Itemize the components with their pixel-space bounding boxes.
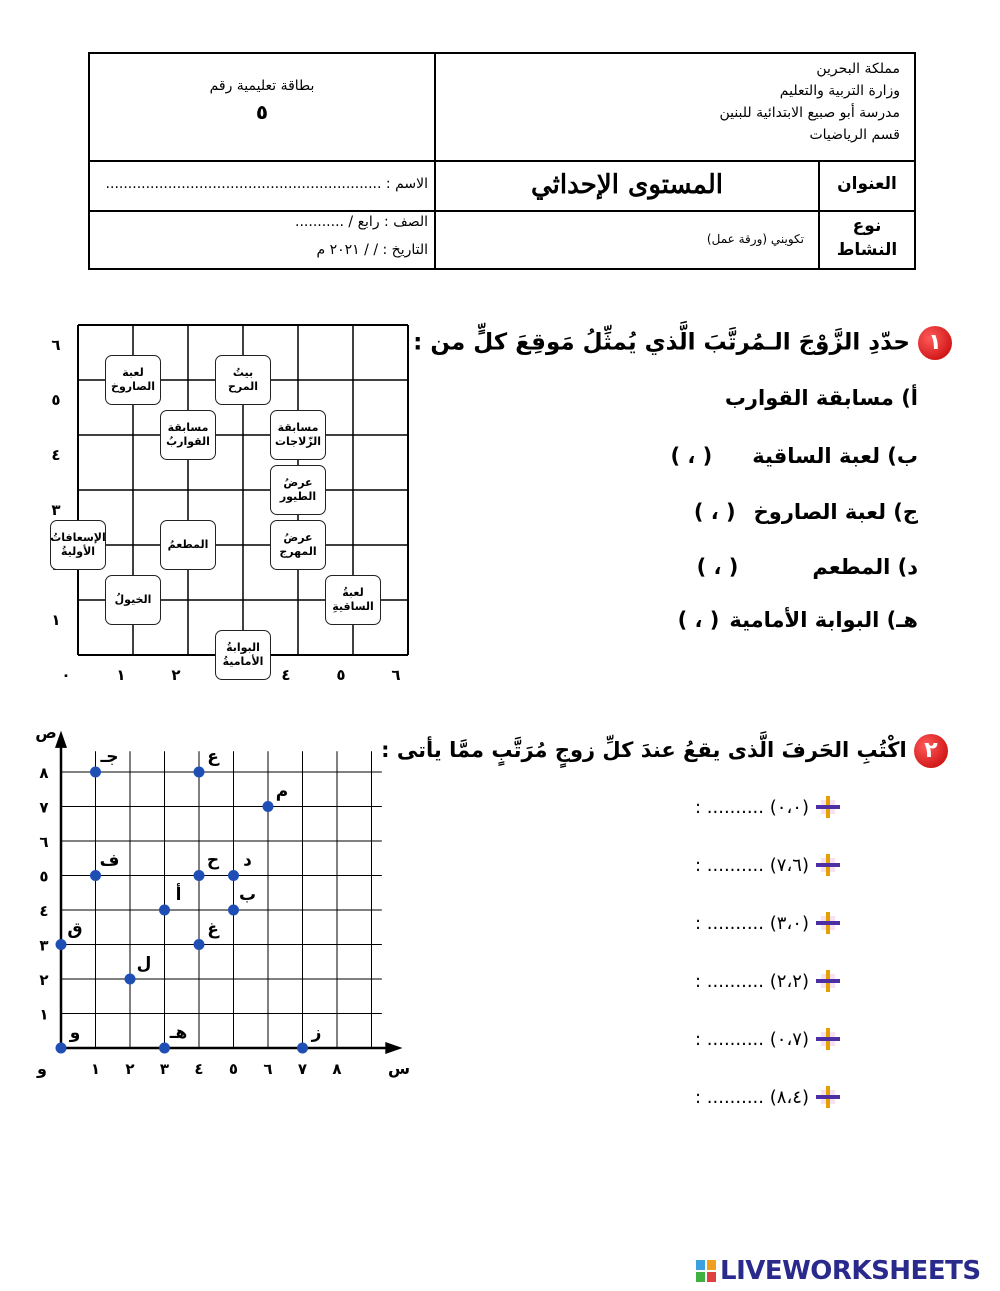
q1-item-label: د) المطعم (812, 555, 918, 579)
point-letter-label: م (275, 781, 289, 802)
q1-heading (413, 326, 952, 360)
place-card: مسابقة الزّلاجات (270, 410, 326, 460)
bullet-icon (815, 970, 841, 992)
title-label: العنوان (837, 174, 897, 194)
department-text: قسم الرياضيات (809, 127, 900, 143)
point-letter-label: ح (206, 850, 220, 871)
bullet-icon (815, 854, 841, 876)
q2-item (695, 1086, 841, 1108)
q1-answer-blank[interactable]: ( ، ) (696, 555, 739, 579)
q1-item (670, 444, 918, 468)
q2-answer-blank[interactable]: : .......... (695, 854, 765, 876)
x-axis-arrow-icon (385, 1042, 402, 1054)
header-table (88, 52, 916, 270)
q2-answer-blank[interactable]: : .......... (695, 1086, 765, 1108)
q1-item (694, 500, 918, 524)
coordinate-point (228, 905, 239, 916)
coordinate-point (56, 939, 67, 950)
y-axis-label: ص (35, 723, 57, 743)
date-field[interactable]: التاريخ : / / ٢٠٢١ م (316, 242, 428, 258)
x-tick-label: ٢ (171, 666, 181, 684)
coordinate-point (194, 939, 205, 950)
coordinate-point (159, 905, 170, 916)
coordinate-point (228, 870, 239, 881)
point-letter-label: ق (67, 919, 83, 940)
y-tick-label: ٧ (39, 798, 49, 817)
place-card: المطعمُ (160, 520, 216, 570)
coordinate-point (263, 801, 274, 812)
ministry-text: وزارة التربية والتعليم (779, 83, 900, 99)
q1-item-label: ج) لعبة الصاروخ (753, 500, 918, 524)
x-tick-label: ١ (90, 1060, 101, 1078)
name-field[interactable]: الاسم : .............................................................. (105, 176, 428, 192)
q1-item-label: هـ) البوابة الأمامية (729, 608, 918, 632)
brand-text: LIVEWORKSHEETS (720, 1256, 981, 1286)
q2-pair: (٨،٤) (769, 1086, 809, 1108)
q1-answer-blank[interactable]: ( ، ) (677, 608, 720, 632)
point-letter-label: ع (207, 747, 219, 767)
q1-item (678, 608, 918, 632)
y-tick-label: ١ (39, 1005, 49, 1024)
coordinate-point (194, 870, 205, 881)
bullet-icon (815, 796, 841, 818)
q1-answer-blank[interactable]: ( ، ) (693, 500, 736, 524)
bullet-icon (815, 912, 841, 934)
point-letter-label: د (243, 850, 252, 871)
q1-item (697, 555, 918, 579)
point-letter-label: هـ (169, 1023, 188, 1043)
coordinate-point (90, 870, 101, 881)
place-card: البوابةُ الأماميةُ (215, 630, 271, 680)
y-axis-arrow-icon (55, 731, 67, 748)
q2-pair: (٣،٠) (769, 912, 809, 934)
x-tick-label: ٨ (332, 1060, 342, 1078)
q2-item (695, 970, 841, 992)
place-card: عرضُ المهرج (270, 520, 326, 570)
bullet-icon (815, 1028, 841, 1050)
q1-answer-blank[interactable]: ( ، ) (670, 444, 713, 468)
x-tick-label: ٢ (125, 1060, 135, 1078)
point-letter-label: ب (238, 885, 257, 905)
x-tick-label: ٦ (263, 1060, 273, 1078)
y-tick-label: ١ (51, 611, 61, 629)
point-letter-label: أ (175, 885, 182, 905)
y-tick-label: ٣ (39, 936, 49, 955)
point-letter-label: غ (207, 919, 219, 940)
q1-item-label: ب) لعبة الساقية (752, 444, 918, 468)
x-tick-label: ٤ (194, 1060, 204, 1078)
x-tick-label: ١ (116, 666, 126, 684)
y-tick-label: ٨ (39, 764, 49, 782)
q2-answer-blank[interactable]: : .......... (695, 970, 765, 992)
q1-item-label: أ) مسابقة القوارب (724, 386, 918, 410)
coordinate-point (56, 1043, 67, 1054)
point-letter-label: جـ (100, 747, 119, 767)
x-tick-label: ٥ (228, 1060, 239, 1078)
country-text: مملكة البحرين (816, 61, 900, 77)
x-tick-label: ٦ (391, 666, 401, 684)
letters-coordinate-plane (30, 723, 411, 1088)
y-tick-label: ٥ (39, 867, 49, 886)
q2-item (695, 912, 841, 934)
place-card: بيتُ المرح (215, 355, 271, 405)
q2-pair: (٢،٢) (769, 970, 809, 992)
point-letter-label: ز (311, 1023, 322, 1043)
activity-label: نوع النشاط (836, 216, 898, 260)
q2-answer-blank[interactable]: : .......... (695, 912, 765, 934)
coordinate-point (159, 1043, 170, 1054)
q2-heading (381, 734, 948, 768)
x-tick-label: ٤ (281, 666, 291, 684)
place-card: لعبة الصاروخ (105, 355, 161, 405)
bullet-icon (815, 1086, 841, 1108)
y-tick-label: ٤ (51, 446, 61, 464)
class-field[interactable]: الصف : رابع / ........... (295, 214, 428, 230)
place-card: مسابقة القواربُ (160, 410, 216, 460)
q2-pair: (٠،٧) (769, 1028, 809, 1050)
place-card: عرضُ الطيور (270, 465, 326, 515)
q2-answer-blank[interactable]: : .......... (695, 1028, 765, 1050)
x-tick-label: ٠ (61, 666, 71, 684)
q2-number-badge: ٢ (914, 734, 948, 768)
school-text: مدرسة أبو صبيع الابتدائية للبنين (719, 105, 900, 121)
q1-number-badge: ١ (918, 326, 952, 360)
coordinate-point (90, 767, 101, 778)
x-tick-label: ٧ (297, 1060, 308, 1078)
place-card: الإسعافاتُ الأوليةُ (50, 520, 106, 570)
y-tick-label: ٤ (39, 902, 49, 920)
card-label: بطاقة تعليمية رقم (209, 78, 315, 94)
title-value: المستوى الإحداثي (531, 170, 723, 200)
point-letter-label: و (69, 1023, 81, 1043)
y-tick-label: ٦ (39, 833, 49, 851)
q2-item (695, 854, 841, 876)
y-tick-label: ٥ (51, 391, 61, 409)
point-letter-label: ل (136, 954, 152, 974)
origin-label: و (37, 1059, 47, 1078)
q1-item (725, 386, 918, 410)
q2-item (695, 796, 841, 818)
q2-pair: (٠،٠) (769, 796, 809, 818)
x-tick-label: ٣ (159, 1060, 170, 1078)
school-info (719, 58, 900, 146)
y-tick-label: ٦ (51, 336, 61, 354)
x-tick-label: ٥ (336, 666, 346, 684)
q2-pair: (٧،٦) (769, 854, 809, 876)
coordinate-point (125, 974, 136, 985)
card-number: ٥ (255, 100, 269, 124)
liveworksheets-logo (696, 1256, 981, 1286)
liveworksheets-badge-icon (696, 1260, 716, 1282)
y-tick-label: ٢ (39, 971, 49, 989)
activity-value: تكويني (ورقة عمل) (706, 232, 804, 246)
coordinate-point (194, 767, 205, 778)
q2-item (695, 1028, 841, 1050)
y-tick-label: ٣ (51, 501, 61, 519)
q2-prompt: اكْتُبِ الحَرفَ الَّذى يقعُ عندَ كلِّ زوجٍ مُرَتَّبٍ ممَّا يأتى : (381, 738, 907, 762)
place-card: لعبةُ الساقيةِ (325, 575, 381, 625)
q2-answer-blank[interactable]: : .......... (695, 796, 765, 818)
point-letter-label: ف (99, 850, 120, 871)
x-axis-label: س (388, 1059, 411, 1078)
place-card: الخيولُ (105, 575, 161, 625)
q1-prompt: حدّدِ الزَّوْجَ الـمُرتَّبَ الَّذي يُمثِّلُ مَوقِعَ كلٍّ من : (413, 329, 910, 356)
coordinate-point (297, 1043, 308, 1054)
